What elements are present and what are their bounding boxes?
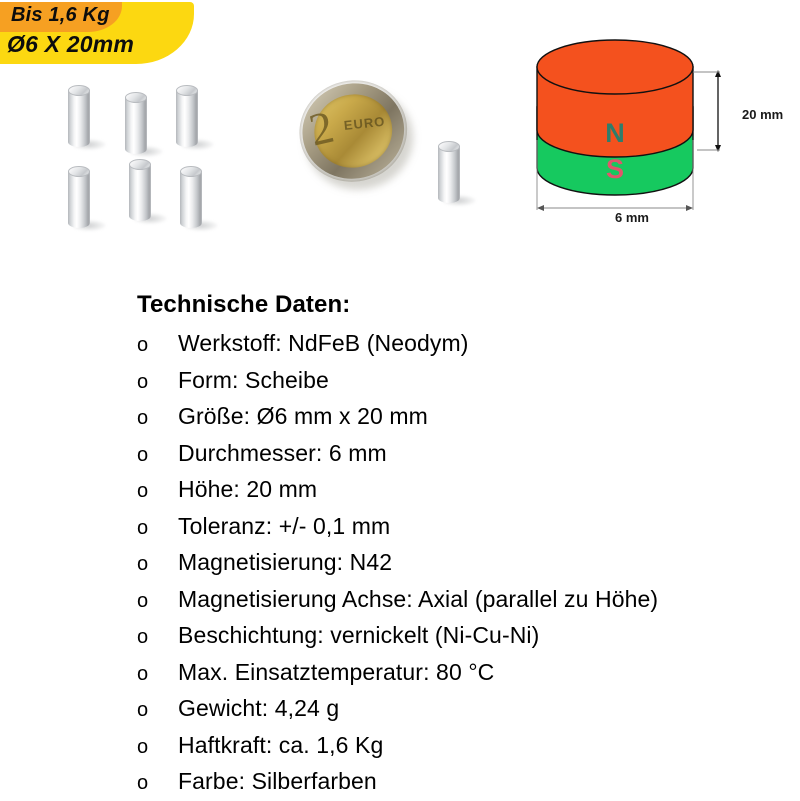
specification-text: Höhe: 20 mm [178,476,318,502]
height-dimension-label: 20 mm [742,107,784,122]
specification-text: Magnetisierung Achse: Axial (parallel zu Höhe) [178,585,659,612]
width-dimension-arrow-left [537,205,544,211]
specification-text: Form: Scheibe [178,366,329,393]
width-dimension-arrow-right [686,205,693,211]
specification-text: Größe: Ø6 mm x 20 mm [178,403,428,429]
rod-body [176,90,198,147]
magnet-rod [176,85,198,147]
specification-row [137,436,777,473]
magnet-rod [129,159,151,221]
technical-data-title: Technische Daten: [137,291,351,318]
product-photo [0,0,500,250]
rod-top-face [180,166,202,177]
specification-list [137,326,777,801]
specification-row [137,655,777,692]
diameter-dimension-label: 6 mm [615,210,649,225]
specification-bullet: o [137,407,149,429]
specification-text: Max. Einsatztemperatur: 80 °C [178,658,495,685]
specification-text: Beschichtung: vernickelt (Ni-Cu-Ni) [178,622,540,648]
specification-row [137,764,777,801]
specification-text: Farbe: Silberfarben [178,768,377,794]
specification-row [137,363,777,400]
magnet-rod [68,166,90,228]
badge-size-text: Ø6 X 20mm [7,31,135,57]
specification-bullet: o [137,589,149,612]
specification-bullet: o [137,626,149,648]
specification-bullet: o [137,772,149,794]
specification-text: Magnetisierung: N42 [178,549,393,575]
rod-top-face [176,85,198,96]
rod-body [68,171,90,228]
coin-outer-ring [289,70,417,193]
specification-bullet: o [137,443,149,466]
specification-bullet: o [137,699,149,721]
rod-body [68,90,90,147]
specification-bullet: o [137,735,149,758]
north-pole-label: N [605,118,625,148]
coin-currency-text: EURO [343,113,387,133]
cylinder-top-face [537,40,693,94]
specification-row [137,399,777,436]
rod-body [125,97,147,154]
badge-holding-force-text: Bis 1,6 Kg [11,4,110,26]
specification-row [137,728,777,765]
magnet-schematic-diagram [520,30,800,260]
rod-top-face [125,92,147,103]
technical-data-section [137,291,777,801]
rod-body [129,164,151,221]
specification-text: Toleranz: +/- 0,1 mm [178,512,391,539]
euro-coin-scale-reference [289,69,422,199]
specification-bullet: o [137,662,149,685]
specification-bullet: o [137,553,149,575]
magnet-rod [68,85,90,147]
specification-row [137,545,777,582]
rod-body [180,171,202,228]
rod-top-face [129,159,151,170]
magnet-rod [180,166,202,228]
specification-bullet: o [137,370,149,393]
south-pole-label: S [605,154,625,184]
specification-text: Werkstoff: NdFeB (Neodym) [178,330,469,356]
specification-row [137,618,777,655]
magnet-rod-scale-reference [438,141,460,203]
diagram-svg [520,30,800,260]
specification-row [137,326,777,363]
specification-text: Durchmesser: 6 mm [178,439,387,466]
specification-row [137,472,777,509]
specification-row [137,509,777,546]
height-dimension-arrow-top [715,70,721,77]
height-dimension-arrow-bottom [715,145,721,152]
specification-bullet: o [137,480,149,502]
specification-row [137,582,777,619]
coin-denomination-text: 2 [304,100,339,156]
specification-bullet: o [137,516,149,539]
specification-text: Gewicht: 4,24 g [178,695,340,721]
specification-row [137,691,777,728]
rod-top-face [68,85,90,96]
specification-text: Haftkraft: ca. 1,6 Kg [178,731,384,758]
magnet-rod [125,92,147,154]
rod-top-face [438,141,460,152]
specification-bullet: o [137,334,149,356]
rod-body [438,146,460,203]
rod-top-face [68,166,90,177]
